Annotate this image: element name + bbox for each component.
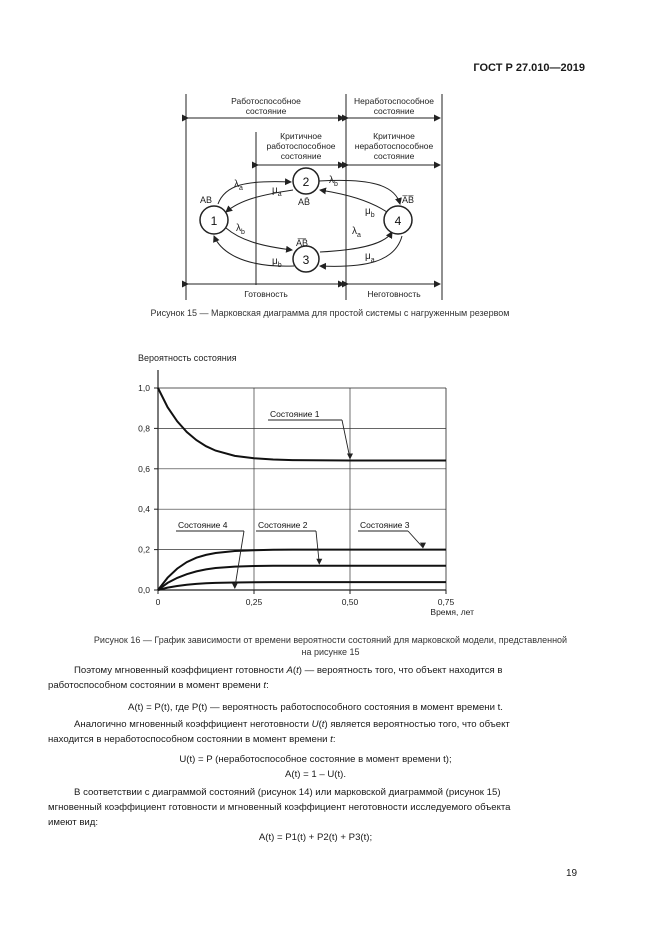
readiness-label: Готовность xyxy=(244,289,288,299)
lambda-a-3-4: $\lambda_a$ xyxy=(352,226,361,239)
page-number: 19 xyxy=(566,868,578,879)
figure-16-caption-line1: Рисунок 16 — График зависимости от времени вероятности состояний для марковской модели, представленной xyxy=(93,635,568,645)
label-abar-b: A͞B xyxy=(296,238,309,248)
critical-inoperable-label: Критичное xyxy=(373,131,415,141)
mu-b-4-2: $\mu_b$ xyxy=(365,206,375,219)
transition-2-1 xyxy=(226,190,293,212)
label-a-bbar: AB̄ xyxy=(298,197,311,207)
critical-inoperable-label-2: неработоспособное xyxy=(354,141,434,151)
mu-b-3-1: $\mu_b$ xyxy=(272,256,282,269)
mu-a-2-1: $\mu_a$ xyxy=(272,185,282,198)
label-abar-bbar: A̅B̅ xyxy=(402,195,415,205)
formula-4: A(t) = P1(t) + P2(t) + P3(t); xyxy=(258,832,373,843)
series-label-4: Состояние 3 xyxy=(360,520,410,530)
series-label-1: Состояние 1 xyxy=(270,409,320,419)
label-arrowhead xyxy=(316,559,322,565)
label-ab: AB xyxy=(200,195,213,205)
critical-inoperable-label-3: состояние xyxy=(373,151,415,161)
series-line-3 xyxy=(158,566,446,590)
y-tick-label: 0,2 xyxy=(138,544,150,555)
y-tick-label: 0,4 xyxy=(138,504,150,515)
formula-3: A(t) = 1 – U(t). xyxy=(284,769,347,780)
state-3-label: 3 xyxy=(302,253,310,267)
label-pointer xyxy=(342,420,350,459)
x-axis-label: Время, лет xyxy=(430,607,474,617)
transition-3-1 xyxy=(214,236,294,266)
y-tick-label: 1,0 xyxy=(138,383,150,393)
figure-15-caption: Рисунок 15 — Марковская диаграмма для простой системы с нагруженным резервом xyxy=(150,308,510,318)
label-arrowhead xyxy=(232,583,238,589)
document-header: ГОСТ Р 27.010—2019 xyxy=(473,62,585,74)
unreadiness-label: Неготовность xyxy=(367,289,421,299)
critical-operable-label-3: состояние xyxy=(280,151,322,161)
figure-16-caption-line2: на рисунке 15 xyxy=(301,647,360,657)
series-line-4 xyxy=(158,582,446,590)
paragraph-3: В соответствии с диаграммой состояний (рисунок 14) или марковской диаграммой (рисунок 15) мгновенный коэффициент готовности и мгновенный коэффициент неготовности исследуемого объекта имеют вид: xyxy=(48,787,511,828)
label-arrowhead xyxy=(347,454,353,460)
x-tick-label: 0 xyxy=(155,597,161,607)
figure-16-caption xyxy=(50,634,611,658)
mu-a-4-3: $\mu_a$ xyxy=(365,251,375,264)
region-inoperable-label: Неработоспособное xyxy=(354,96,434,106)
series-line-1 xyxy=(158,388,446,461)
y-axis-label: Вероятность состояния xyxy=(138,353,237,363)
x-tick-label: 0,50 xyxy=(341,597,359,607)
lambda-a-1-2: $\lambda_a$ xyxy=(234,179,243,192)
x-tick-label: 0,25 xyxy=(245,597,263,607)
transition-4-2 xyxy=(320,190,390,214)
formula-2: U(t) = P (неработоспособное состояние в момент времени t); xyxy=(179,754,452,765)
state-4-label: 4 xyxy=(394,214,402,228)
probability-chart xyxy=(0,345,661,620)
critical-operable-label: Критичное xyxy=(280,131,322,141)
paragraph-1: Поэтому мгновенный коэффициент готовности A(t) — вероятность того, что объект находится в работоспособном состоянии в момент времени t: xyxy=(48,665,503,691)
label-pointer xyxy=(235,531,244,588)
lambda-b-1-3: $\lambda_b$ xyxy=(236,223,245,236)
series-label-2: Состояние 4 xyxy=(178,520,228,530)
lambda-b-2-4: $\lambda_b$ xyxy=(329,175,338,188)
x-tick-label: 0,75 xyxy=(437,597,455,607)
region-operable-label-2: состояние xyxy=(245,106,287,116)
markov-diagram xyxy=(0,0,661,330)
critical-operable-label-2: работоспособное xyxy=(266,141,336,151)
formula-1: A(t) = P(t), где P(t) — вероятность работоспособного состояния в момент времени t. xyxy=(128,702,503,713)
y-tick-label: 0,0 xyxy=(138,585,150,595)
region-operable-label: Работоспособное xyxy=(231,96,301,106)
series-label-3: Состояние 2 xyxy=(258,520,308,530)
label-pointer xyxy=(408,531,423,548)
paragraph-2: Аналогично мгновенный коэффициент неготовности U(t) является вероятностью того, что объект находится в неработоспособном состоянии в момент времени t: xyxy=(48,719,510,745)
y-tick-label: 0,8 xyxy=(138,423,150,434)
state-1-label: 1 xyxy=(210,214,218,228)
state-2-label: 2 xyxy=(302,175,310,189)
y-tick-label: 0,6 xyxy=(138,463,150,474)
region-inoperable-label-2: состояние xyxy=(373,106,415,116)
